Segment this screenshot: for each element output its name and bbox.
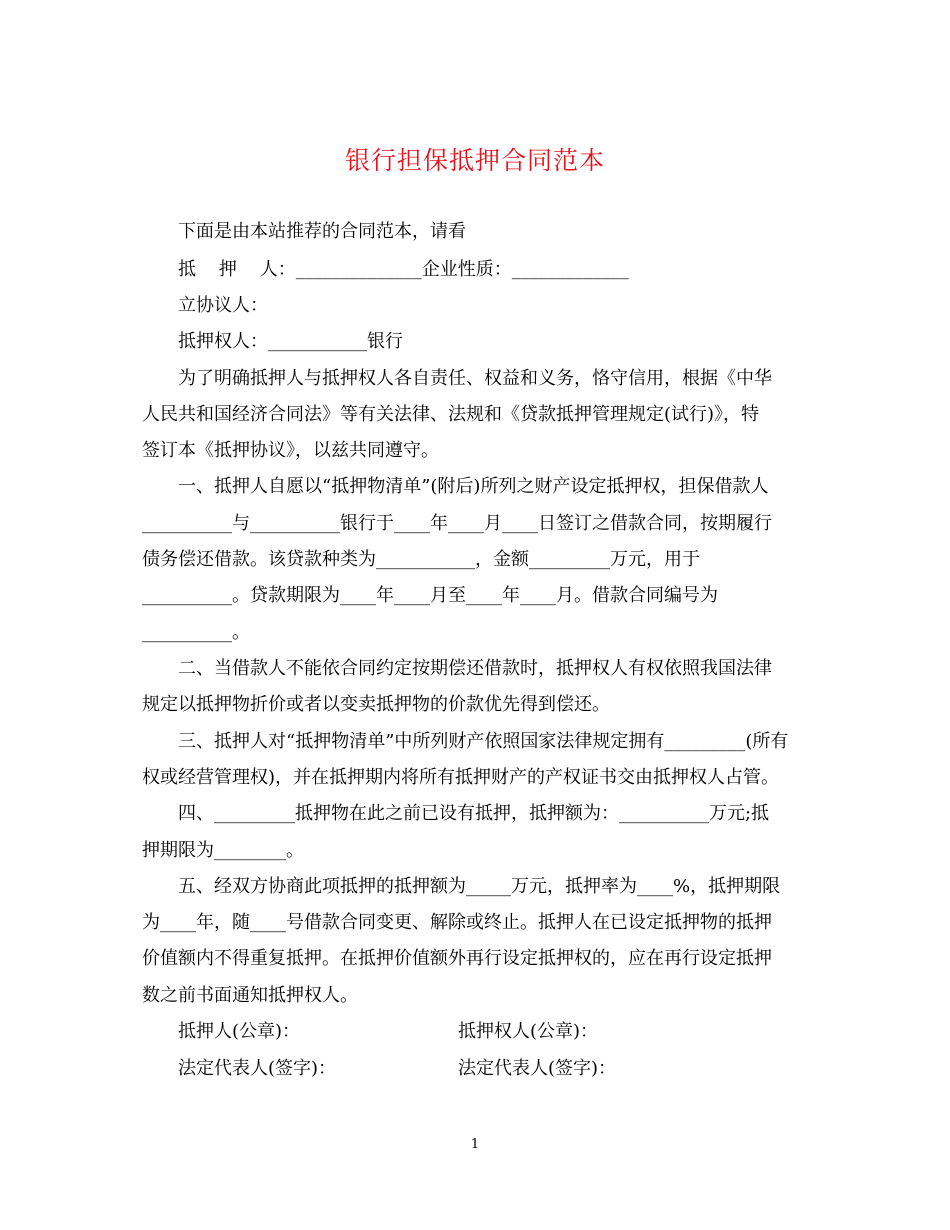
article-2-line: 二、当借款人不能依合同约定按期偿还借款时，抵押权人有权依照我国法律 [178,658,772,679]
article-1-line: 债务偿还借款。该贷款种类为___________，金额_________万元，用于 [142,549,700,570]
article-1-line: __________与__________银行于____年____月____日签订之借款合同，按期履行 [142,513,772,534]
preamble-line: 签订本《抵押协议》，以兹共同遵守。 [142,440,439,461]
article-1-line: __________。 [142,622,250,643]
article-5-line: 为____年，随____号借款合同变更、解除或终止。抵押人在已设定抵押物的抵押 [142,912,772,933]
mortgagor-representative-label: 法定代表人(签字)： [178,1058,337,1079]
mortgagor-seal-label: 抵押人(公章)： [178,1021,301,1042]
mortgagee-representative-label: 法定代表人(签字)： [458,1058,617,1079]
intro-text: 下面是由本站推荐的合同范本，请看 [178,221,466,242]
article-2-line: 规定以抵押物折价或者以变卖抵押物的价款优先得到偿还。 [142,694,610,715]
mortgagee-seal-label: 抵押权人(公章)： [458,1021,599,1042]
article-1-line: 一、抵押人自愿以“抵押物清单”(附后)所列之财产设定抵押权，担保借款人 [178,476,769,497]
preamble-line: 人民共和国经济合同法》等有关法律、法规和《贷款抵押管理规定(试行)》，特 [142,404,760,425]
article-3-line: 权或经营管理权)，并在抵押期内将所有抵押财产的产权证书交由抵押权人占管。 [142,767,780,788]
mortgagee-field: 抵押权人：___________银行 [178,331,403,352]
article-4-line: 押期限为________。 [142,840,304,861]
article-5-line: 价值额内不得重复抵押。在抵押价值额外再行设定抵押权的，应在再行设定抵押 [142,948,772,969]
preamble-line: 为了明确抵押人与抵押权人各自责任、权益和义务，恪守信用，根据《中华 [178,368,772,389]
page-number: 1 [470,1137,480,1152]
article-4-line: 四、_________抵押物在此之前已设有抵押，抵押额为：__________万元;抵 [178,803,770,824]
article-5-line: 数之前书面通知抵押权人。 [142,985,358,1006]
agreement-party-field: 立协议人： [178,295,268,316]
article-1-line: __________。贷款期限为____年____月至____年____月。借款合同编号为 [142,585,718,606]
article-5-line: 五、经双方协商此项抵押的抵押额为_____万元，抵押率为____%，抵押期限 [178,876,781,897]
mortgagor-field: 抵 押 人：______________企业性质：_____________ [178,259,629,280]
document-title: 银行担保抵押合同范本 [344,146,605,175]
article-3-line: 三、抵押人对“抵押物清单”中所列财产依照国家法律规定拥有_________(所有 [178,731,789,752]
